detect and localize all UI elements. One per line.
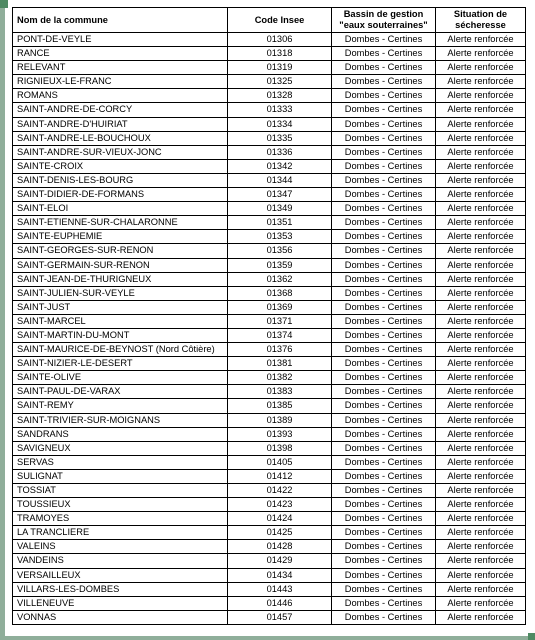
cell-bassin: Dombes - Certines [332, 300, 436, 314]
cell-situation: Alerte renforcée [436, 300, 526, 314]
cell-situation: Alerte renforcée [436, 399, 526, 413]
cell-commune: VILLARS-LES-DOMBES [13, 582, 228, 596]
cell-situation: Alerte renforcée [436, 159, 526, 173]
table-row [13, 582, 526, 596]
cell-bassin: Dombes - Certines [332, 145, 436, 159]
cell-commune: RELEVANT [13, 61, 228, 75]
cell-commune: SAINT-DENIS-LES-BOURG [13, 173, 228, 187]
cell-commune: ROMANS [13, 89, 228, 103]
cell-code-insee: 01319 [228, 61, 332, 75]
cell-commune: SAINT-GEORGES-SUR-RENON [13, 244, 228, 258]
cell-situation: Alerte renforcée [436, 357, 526, 371]
cell-commune: SAINT-JUST [13, 300, 228, 314]
cell-situation: Alerte renforcée [436, 33, 526, 47]
cell-situation: Alerte renforcée [436, 582, 526, 596]
table-row [13, 427, 526, 441]
cell-commune: SAINT-DIDIER-DE-FORMANS [13, 188, 228, 202]
table-row [13, 75, 526, 89]
cell-code-insee: 01385 [228, 399, 332, 413]
cell-bassin: Dombes - Certines [332, 399, 436, 413]
cell-bassin: Dombes - Certines [332, 512, 436, 526]
cell-bassin: Dombes - Certines [332, 286, 436, 300]
cell-commune: TOUSSIEUX [13, 498, 228, 512]
table-row [13, 441, 526, 455]
cell-code-insee: 01443 [228, 582, 332, 596]
cell-situation: Alerte renforcée [436, 526, 526, 540]
table-row [13, 202, 526, 216]
cell-code-insee: 01371 [228, 314, 332, 328]
table-row [13, 484, 526, 498]
cell-code-insee: 01368 [228, 286, 332, 300]
cell-situation: Alerte renforcée [436, 610, 526, 624]
table-row [13, 258, 526, 272]
table-row [13, 145, 526, 159]
cell-commune: SAINT-ANDRE-LE-BOUCHOUX [13, 131, 228, 145]
cell-bassin: Dombes - Certines [332, 173, 436, 187]
header-code-insee: Code Insee [228, 8, 332, 33]
cell-code-insee: 01423 [228, 498, 332, 512]
cell-bassin: Dombes - Certines [332, 385, 436, 399]
cell-situation: Alerte renforcée [436, 188, 526, 202]
cell-code-insee: 01424 [228, 512, 332, 526]
cell-code-insee: 01381 [228, 357, 332, 371]
cell-bassin: Dombes - Certines [332, 455, 436, 469]
table-row [13, 188, 526, 202]
table-row [13, 568, 526, 582]
header-situation-secheresse: Situation de sécheresse [436, 8, 526, 33]
cell-bassin: Dombes - Certines [332, 33, 436, 47]
cell-situation: Alerte renforcée [436, 286, 526, 300]
cell-code-insee: 01318 [228, 47, 332, 61]
cell-situation: Alerte renforcée [436, 272, 526, 286]
cell-bassin: Dombes - Certines [332, 216, 436, 230]
page-border-left [0, 0, 5, 640]
cell-commune: SAINT-MAURICE-DE-BEYNOST (Nord Côtière) [13, 343, 228, 357]
cell-situation: Alerte renforcée [436, 173, 526, 187]
cell-bassin: Dombes - Certines [332, 568, 436, 582]
cell-commune: VONNAS [13, 610, 228, 624]
cell-situation: Alerte renforcée [436, 244, 526, 258]
cell-situation: Alerte renforcée [436, 117, 526, 131]
cell-code-insee: 01398 [228, 441, 332, 455]
cell-situation: Alerte renforcée [436, 89, 526, 103]
cell-code-insee: 01336 [228, 145, 332, 159]
table-row [13, 230, 526, 244]
corner-accent-bottom-right [528, 633, 535, 640]
cell-commune: SAINT-REMY [13, 399, 228, 413]
table-row [13, 469, 526, 483]
cell-commune: SAINT-JEAN-DE-THURIGNEUX [13, 272, 228, 286]
table-row [13, 526, 526, 540]
cell-commune: TOSSIAT [13, 484, 228, 498]
cell-bassin: Dombes - Certines [332, 202, 436, 216]
cell-code-insee: 01393 [228, 427, 332, 441]
cell-situation: Alerte renforcée [436, 328, 526, 342]
cell-commune: SAINT-GERMAIN-SUR-RENON [13, 258, 228, 272]
cell-code-insee: 01422 [228, 484, 332, 498]
cell-code-insee: 01306 [228, 33, 332, 47]
cell-code-insee: 01335 [228, 131, 332, 145]
cell-code-insee: 01325 [228, 75, 332, 89]
cell-commune: SAINT-ANDRE-DE-CORCY [13, 103, 228, 117]
cell-bassin: Dombes - Certines [332, 230, 436, 244]
table-row [13, 173, 526, 187]
corner-accent-top-left [0, 0, 8, 8]
cell-code-insee: 01356 [228, 244, 332, 258]
table-row [13, 512, 526, 526]
cell-situation: Alerte renforcée [436, 47, 526, 61]
cell-situation: Alerte renforcée [436, 413, 526, 427]
cell-situation: Alerte renforcée [436, 145, 526, 159]
cell-situation: Alerte renforcée [436, 371, 526, 385]
cell-situation: Alerte renforcée [436, 568, 526, 582]
table-row [13, 399, 526, 413]
table-row [13, 371, 526, 385]
cell-code-insee: 01376 [228, 343, 332, 357]
cell-situation: Alerte renforcée [436, 455, 526, 469]
cell-commune: SERVAS [13, 455, 228, 469]
cell-bassin: Dombes - Certines [332, 314, 436, 328]
cell-situation: Alerte renforcée [436, 103, 526, 117]
cell-commune: SAINT-MARTIN-DU-MONT [13, 328, 228, 342]
cell-code-insee: 01334 [228, 117, 332, 131]
table-row [13, 343, 526, 357]
cell-situation: Alerte renforcée [436, 343, 526, 357]
cell-bassin: Dombes - Certines [332, 89, 436, 103]
cell-situation: Alerte renforcée [436, 258, 526, 272]
cell-commune: RANCE [13, 47, 228, 61]
cell-bassin: Dombes - Certines [332, 554, 436, 568]
cell-commune: VILLENEUVE [13, 596, 228, 610]
cell-bassin: Dombes - Certines [332, 244, 436, 258]
cell-commune: RIGNIEUX-LE-FRANC [13, 75, 228, 89]
cell-code-insee: 01425 [228, 526, 332, 540]
table-row [13, 117, 526, 131]
cell-situation: Alerte renforcée [436, 427, 526, 441]
cell-situation: Alerte renforcée [436, 314, 526, 328]
cell-commune: VERSAILLEUX [13, 568, 228, 582]
cell-bassin: Dombes - Certines [332, 357, 436, 371]
table-row [13, 272, 526, 286]
cell-situation: Alerte renforcée [436, 230, 526, 244]
cell-code-insee: 01347 [228, 188, 332, 202]
table-row [13, 103, 526, 117]
cell-bassin: Dombes - Certines [332, 188, 436, 202]
cell-commune: SAINT-ETIENNE-SUR-CHALARONNE [13, 216, 228, 230]
cell-commune: SAINT-ANDRE-D'HUIRIAT [13, 117, 228, 131]
cell-commune: SAINT-MARCEL [13, 314, 228, 328]
cell-commune: SANDRANS [13, 427, 228, 441]
cell-bassin: Dombes - Certines [332, 328, 436, 342]
table-row [13, 498, 526, 512]
cell-commune: SAINT-NIZIER-LE-DESERT [13, 357, 228, 371]
table-row [13, 357, 526, 371]
cell-bassin: Dombes - Certines [332, 343, 436, 357]
table-header-row [13, 8, 526, 33]
cell-commune: SAVIGNEUX [13, 441, 228, 455]
header-nom-commune: Nom de la commune [13, 8, 228, 33]
table-row [13, 385, 526, 399]
cell-situation: Alerte renforcée [436, 131, 526, 145]
table-row [13, 286, 526, 300]
cell-bassin: Dombes - Certines [332, 526, 436, 540]
cell-commune: SAINT-TRIVIER-SUR-MOIGNANS [13, 413, 228, 427]
cell-bassin: Dombes - Certines [332, 159, 436, 173]
cell-bassin: Dombes - Certines [332, 258, 436, 272]
cell-commune: SAINT-PAUL-DE-VARAX [13, 385, 228, 399]
cell-bassin: Dombes - Certines [332, 427, 436, 441]
cell-code-insee: 01333 [228, 103, 332, 117]
table-row [13, 159, 526, 173]
table-row [13, 33, 526, 47]
secheresse-table [12, 7, 526, 625]
page-border-bottom [0, 636, 535, 640]
cell-code-insee: 01362 [228, 272, 332, 286]
cell-code-insee: 01434 [228, 568, 332, 582]
cell-bassin: Dombes - Certines [332, 484, 436, 498]
cell-situation: Alerte renforcée [436, 484, 526, 498]
cell-commune: SAINT-ANDRE-SUR-VIEUX-JONC [13, 145, 228, 159]
cell-situation: Alerte renforcée [436, 596, 526, 610]
cell-bassin: Dombes - Certines [332, 103, 436, 117]
table-row [13, 413, 526, 427]
table-row [13, 314, 526, 328]
cell-commune: SAINT-ELOI [13, 202, 228, 216]
cell-code-insee: 01412 [228, 469, 332, 483]
cell-situation: Alerte renforcée [436, 498, 526, 512]
cell-code-insee: 01349 [228, 202, 332, 216]
table-row [13, 610, 526, 624]
cell-situation: Alerte renforcée [436, 216, 526, 230]
cell-bassin: Dombes - Certines [332, 47, 436, 61]
table-row [13, 540, 526, 554]
cell-code-insee: 01374 [228, 328, 332, 342]
cell-situation: Alerte renforcée [436, 540, 526, 554]
cell-code-insee: 01342 [228, 159, 332, 173]
cell-situation: Alerte renforcée [436, 61, 526, 75]
cell-commune: TRAMOYES [13, 512, 228, 526]
cell-code-insee: 01389 [228, 413, 332, 427]
cell-code-insee: 01328 [228, 89, 332, 103]
table-row [13, 216, 526, 230]
table-row [13, 131, 526, 145]
cell-commune: VALEINS [13, 540, 228, 554]
table-row [13, 47, 526, 61]
table-row [13, 300, 526, 314]
table-row [13, 328, 526, 342]
cell-bassin: Dombes - Certines [332, 413, 436, 427]
cell-bassin: Dombes - Certines [332, 61, 436, 75]
cell-commune: SULIGNAT [13, 469, 228, 483]
cell-bassin: Dombes - Certines [332, 441, 436, 455]
cell-code-insee: 01344 [228, 173, 332, 187]
cell-code-insee: 01457 [228, 610, 332, 624]
cell-bassin: Dombes - Certines [332, 371, 436, 385]
cell-code-insee: 01353 [228, 230, 332, 244]
table-row [13, 554, 526, 568]
cell-code-insee: 01405 [228, 455, 332, 469]
cell-commune: SAINT-JULIEN-SUR-VEYLE [13, 286, 228, 300]
cell-situation: Alerte renforcée [436, 385, 526, 399]
cell-situation: Alerte renforcée [436, 441, 526, 455]
cell-code-insee: 01446 [228, 596, 332, 610]
cell-situation: Alerte renforcée [436, 512, 526, 526]
cell-bassin: Dombes - Certines [332, 75, 436, 89]
cell-code-insee: 01351 [228, 216, 332, 230]
cell-bassin: Dombes - Certines [332, 610, 436, 624]
cell-code-insee: 01382 [228, 371, 332, 385]
cell-bassin: Dombes - Certines [332, 117, 436, 131]
cell-bassin: Dombes - Certines [332, 272, 436, 286]
table-row [13, 61, 526, 75]
cell-commune: LA TRANCLIERE [13, 526, 228, 540]
cell-commune: SAINTE-CROIX [13, 159, 228, 173]
cell-bassin: Dombes - Certines [332, 131, 436, 145]
cell-situation: Alerte renforcée [436, 202, 526, 216]
cell-bassin: Dombes - Certines [332, 498, 436, 512]
table-row [13, 89, 526, 103]
cell-situation: Alerte renforcée [436, 554, 526, 568]
cell-commune: SAINTE-EUPHEMIE [13, 230, 228, 244]
cell-code-insee: 01359 [228, 258, 332, 272]
cell-bassin: Dombes - Certines [332, 540, 436, 554]
cell-commune: PONT-DE-VEYLE [13, 33, 228, 47]
cell-bassin: Dombes - Certines [332, 582, 436, 596]
table-row [13, 244, 526, 258]
cell-commune: VANDEINS [13, 554, 228, 568]
table-row [13, 596, 526, 610]
cell-code-insee: 01369 [228, 300, 332, 314]
cell-bassin: Dombes - Certines [332, 469, 436, 483]
cell-situation: Alerte renforcée [436, 75, 526, 89]
cell-code-insee: 01429 [228, 554, 332, 568]
cell-situation: Alerte renforcée [436, 469, 526, 483]
cell-commune: SAINTE-OLIVE [13, 371, 228, 385]
cell-bassin: Dombes - Certines [332, 596, 436, 610]
cell-code-insee: 01428 [228, 540, 332, 554]
table-body [13, 33, 526, 625]
cell-code-insee: 01383 [228, 385, 332, 399]
table-row [13, 455, 526, 469]
header-bassin-gestion: Bassin de gestion "eaux souterraines" [332, 8, 436, 33]
